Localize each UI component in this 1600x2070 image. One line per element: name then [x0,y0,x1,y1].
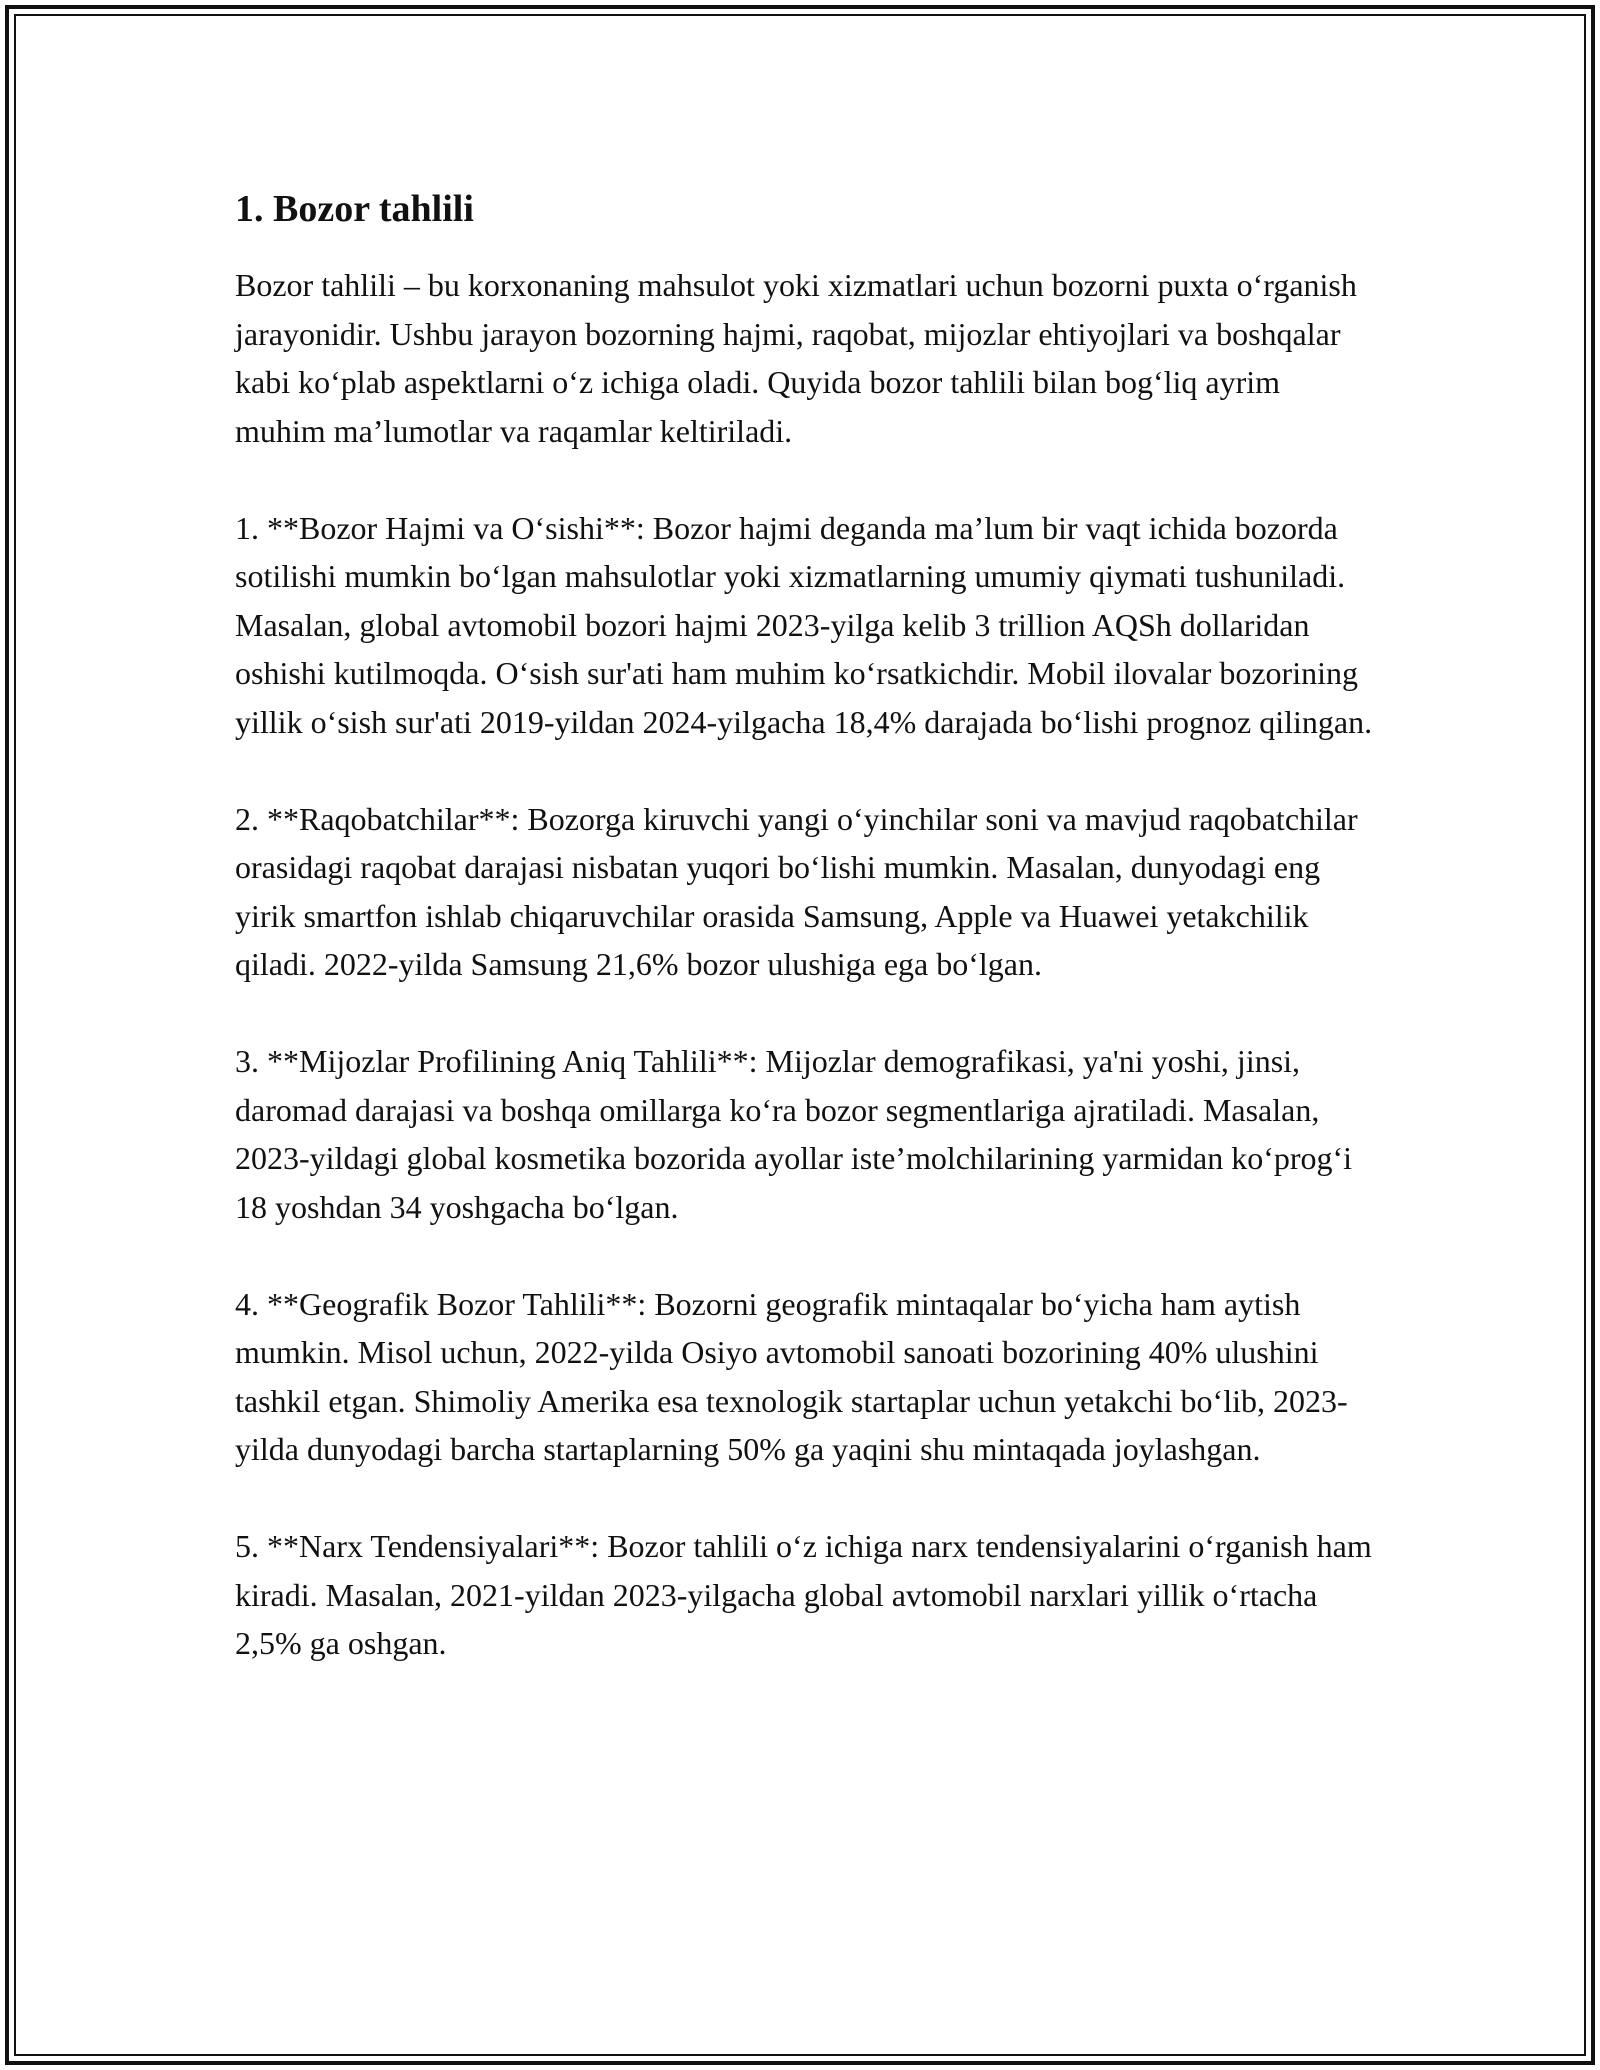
document-title: 1. Bozor tahlili [235,188,474,230]
paragraph-market-size: 1. **Bozor Hajmi va O‘sishi**: Bozor hajmi deganda ma’lum bir vaqt ichida bozorda sotilishi mumkin bo‘lgan mahsulotlar yoki xizmatlarning umumiy qiymati tushuniladi. Masalan, global avtomobil bozori hajmi 2023-yilga kelib 3 trillion AQSh dollaridan oshishi kutilmoqda. O‘sish sur'ati ham muhim ko‘rsatkichdir. Mobil ilovalar bozorining yillik o‘sish sur'ati 2019-yildan 2024-yilgacha 18,4% darajada bo‘lishi prognoz qilingan. [235,509,1373,740]
paragraph-geographic: 4. **Geografik Bozor Tahlili**: Bozorni geografik mintaqalar bo‘yicha ham aytish mumkin. Misol uchun, 2022-yilda Osiyo avtomobil sanoati bozorining 40% ulushini tashkil etgan. Shimoliy Amerika esa texnologik startaplar uchun yetakchi bo‘lib, 2023-yilda dunyodagi barcha startaplarning 50% ga yaqini shu mintaqada joylashgan. [235,1285,1348,1467]
paragraph-customer-profile: 3. **Mijozlar Profilining Aniq Tahlili**: Mijozlar demografikasi, ya'ni yoshi, jinsi, daromad darajasi va boshqa omillarga ko‘ra bozor segmentlariga ajratiladi. Masalan, 2023-yildagi global kosmetika bozorida ayollar iste’molchilarining yarmidan ko‘prog‘i 18 yoshdan 34 yoshgacha bo‘lgan. [235,1043,1353,1225]
paragraph-competitors: 2. **Raqobatchilar**: Bozorga kiruvchi yangi o‘yinchilar soni va mavjud raqobatchilar orasidagi raqobat darajasi nisbatan yuqori bo‘lishi mumkin. Masalan, dunyodagi eng yirik smartfon ishlab chiqaruvchilar orasida Samsung, Apple va Huawei yetakchilik qiladi. 2022-yilda Samsung 21,6% bozor ulushiga ega bo‘lgan. [235,800,1358,982]
paragraph-price-trends: 5. **Narx Tendensiyalari**: Bozor tahlili o‘z ichiga narx tendensiyalarini o‘rganish ham kiradi. Masalan, 2021-yildan 2023-yilgacha global avtomobil narxlari yillik o‘rtacha 2,5% ga oshgan. [235,1528,1372,1661]
document-body [235,185,1375,1716]
intro-paragraph: Bozor tahlili – bu korxonaning mahsulot yoki xizmatlari uchun bozorni puxta o‘rganish jarayonidir. Ushbu jarayon bozorning hajmi, raqobat, mijozlar ehtiyojlari va boshqalar kabi ko‘plab aspektlarni o‘z ichiga oladi. Quyida bozor tahlili bilan bog‘liq ayrim muhim ma’lumotlar va raqamlar keltiriladi. [235,267,1357,449]
